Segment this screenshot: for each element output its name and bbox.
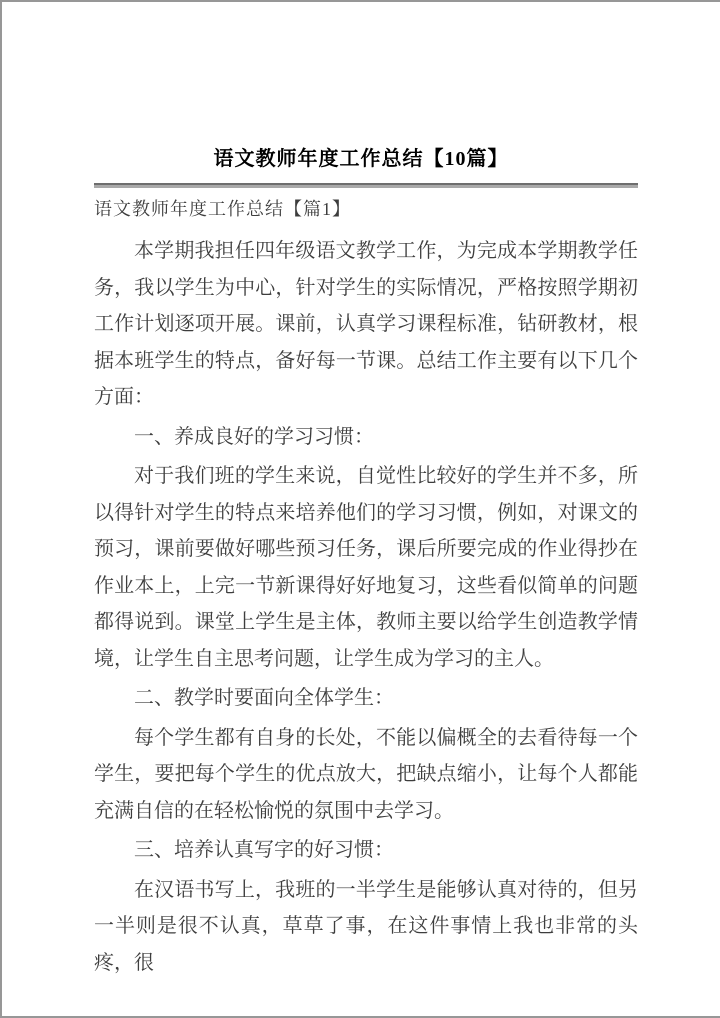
list-heading-2: 二、教学时要面向全体学生： <box>134 687 394 709</box>
section-heading: 语文教师年度工作总结【篇1】 <box>94 199 351 219</box>
document-title: 语文教师年度工作总结【10篇】 <box>213 148 509 170</box>
list-heading-3: 三、培养认真写字的好习惯： <box>134 839 394 861</box>
body-paragraph-3: 每个学生都有自身的长处，不能以偏概全的去看待每一个学生，要把每个学生的优点放大，把缺点缩小，让每个人都能充满自信的在轻松愉悦的氛围中去学习。 <box>94 726 638 822</box>
title-divider-rule <box>94 183 638 188</box>
document-body <box>94 183 638 981</box>
body-paragraph-2: 对于我们班的学生来说，自觉性比较好的学生并不多，所以得针对学生的特点来培养他们的学习习惯，例如，对课文的预习，课前要做好哪些预习任务，课后所要完成的作业得抄在作业本上，上完一节新课得好好地复习，这些看似简单的问题都得说到。课堂上学生是主体，教师主要以给学生创造教学情境，让学生自主思考问题，让学生成为学习的主人。 <box>94 465 638 670</box>
body-paragraph-4: 在汉语书写上，我班的一半学生是能够认真对待的，但另一半则是很不认真，草草了事，在这件事情上我也非常的头疼，很 <box>94 878 638 974</box>
list-heading-1: 一、养成良好的学习习惯： <box>134 425 374 448</box>
body-paragraph-1: 本学期我担任四年级语文教学工作，为完成本学期教学任务，我以学生为中心，针对学生的实际情况，严格按照学期初工作计划逐项开展。课前，认真学习课程标准，钻研教材，根据本班学生的特点，备好每一节课。总结工作主要有以下几个方面： <box>94 240 638 408</box>
